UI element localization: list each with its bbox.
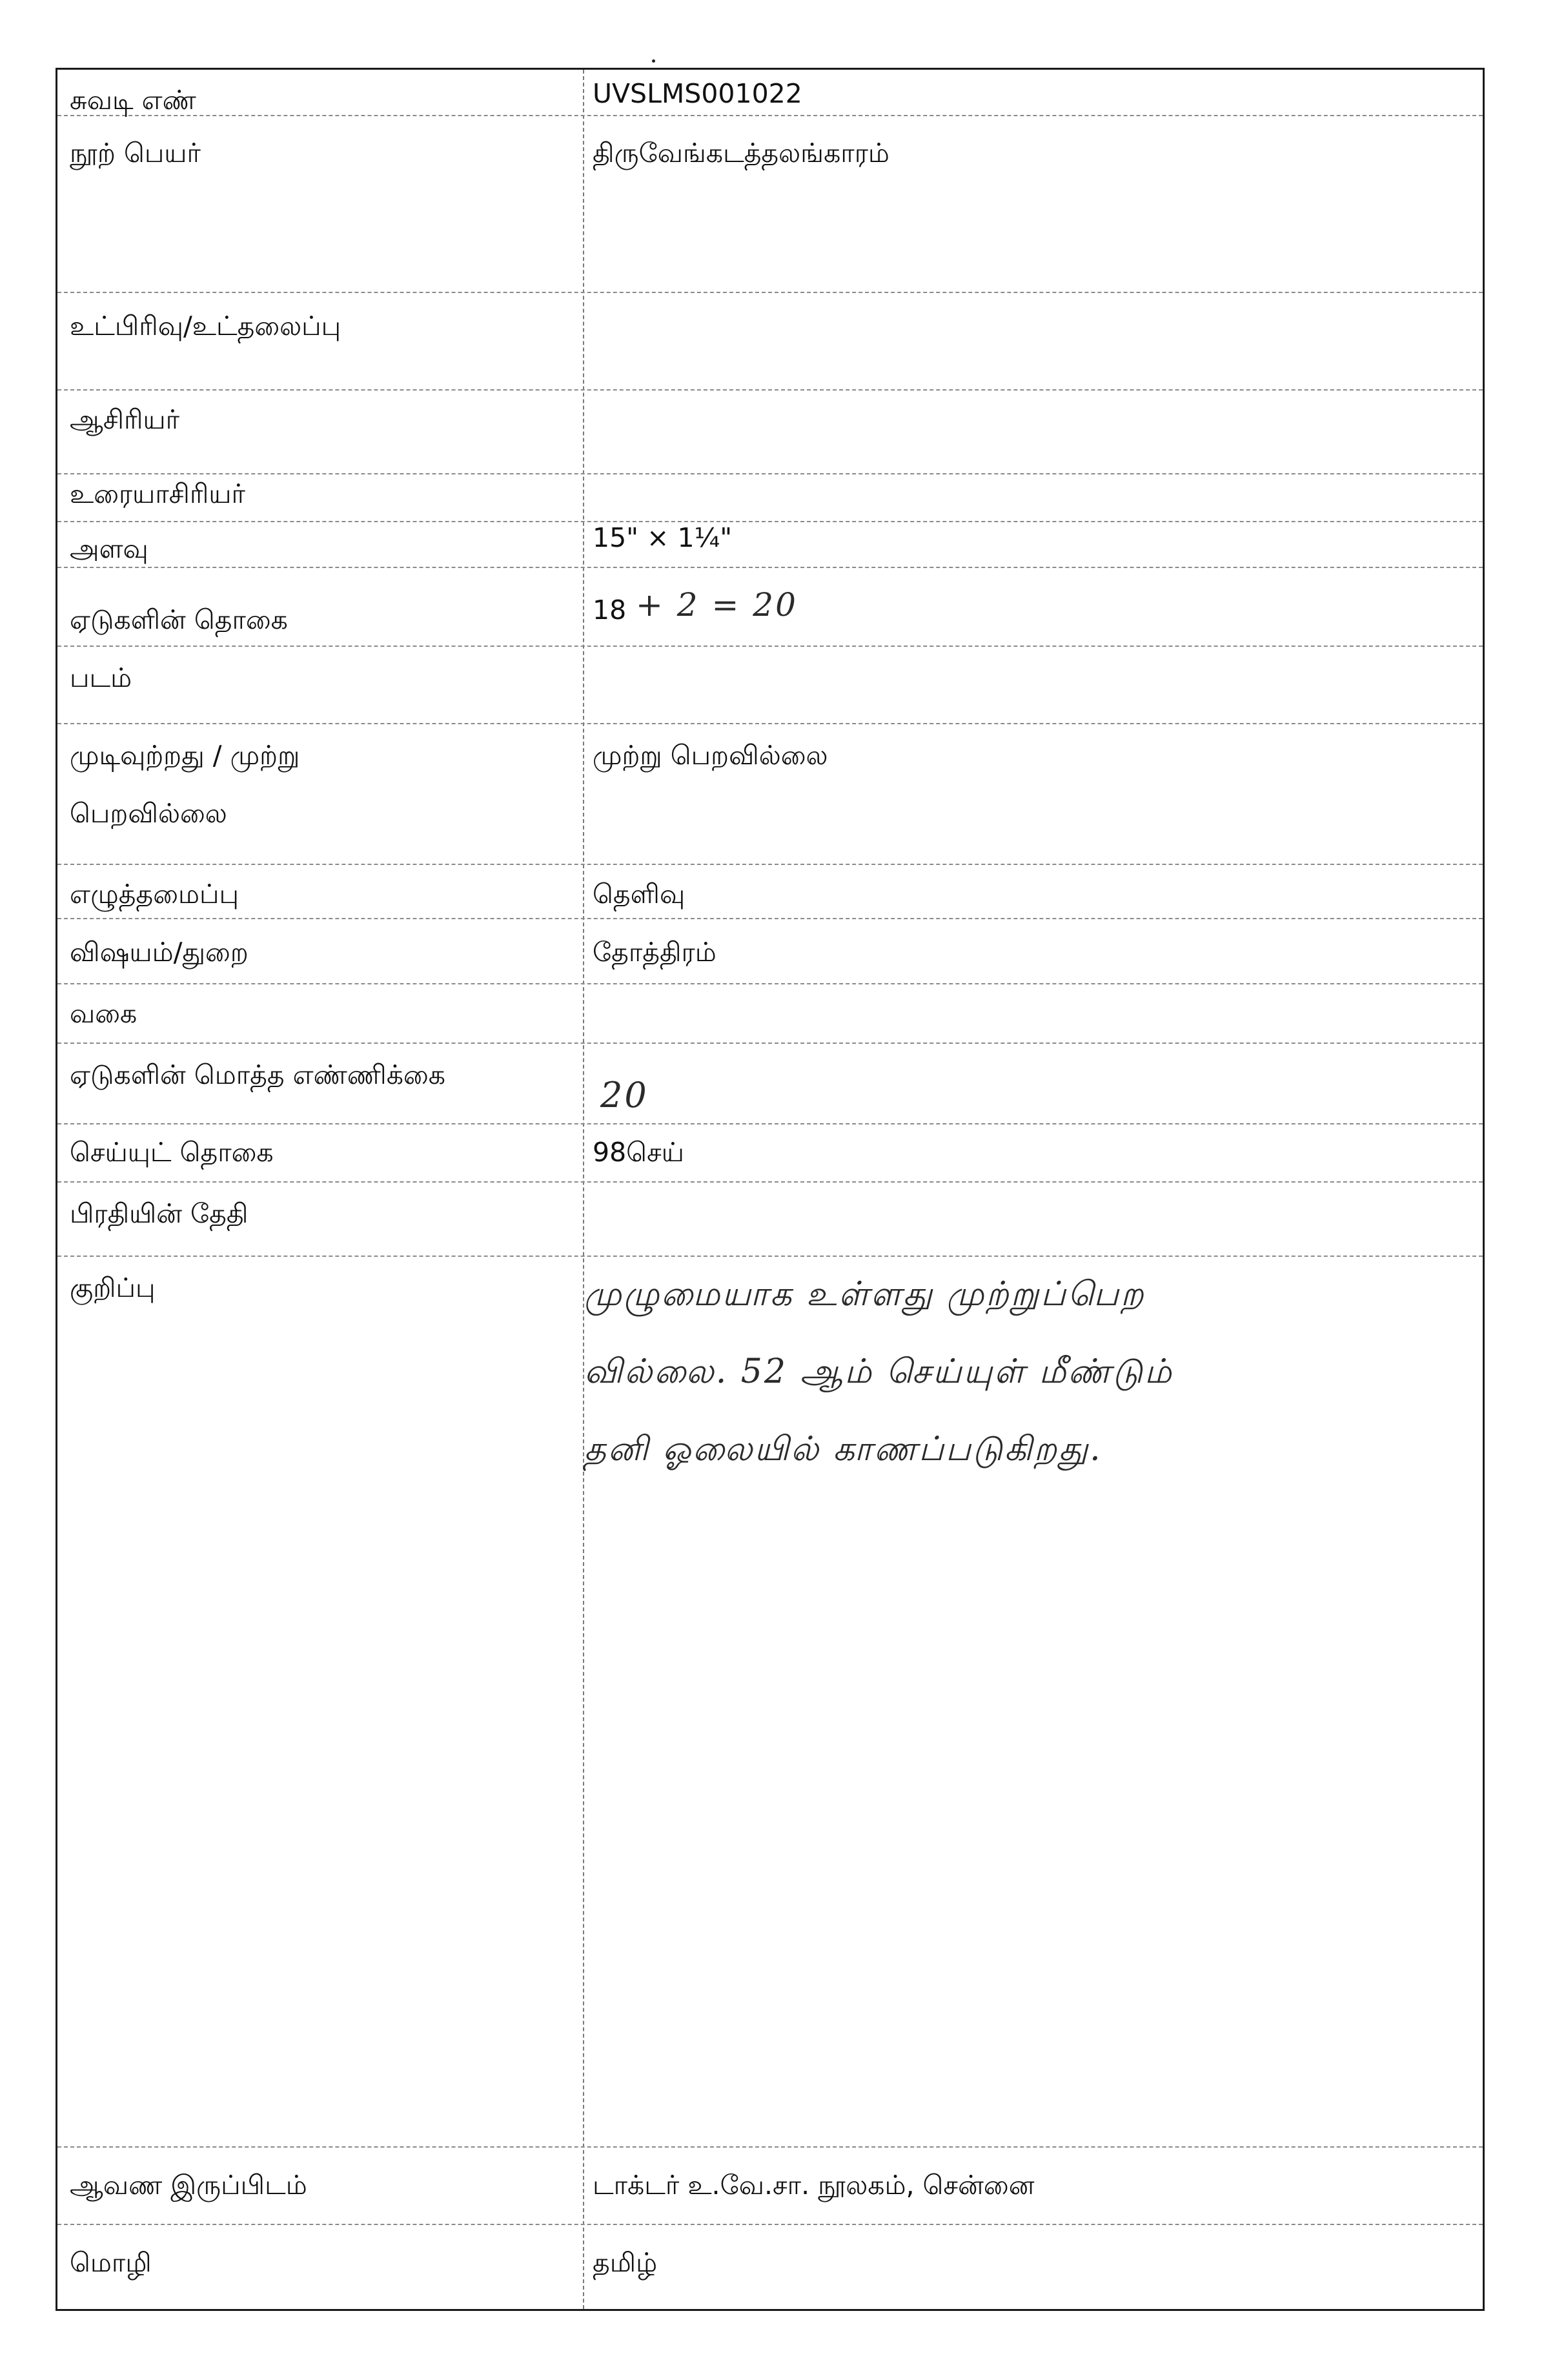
value-location: டாக்டர் உ.வே.சா. நூலகம், சென்னை (593, 2170, 1035, 2201)
value-script: தெளிவு (593, 879, 686, 910)
row-separator (57, 473, 1483, 474)
row-separator (57, 292, 1483, 293)
row-separator (57, 115, 1483, 116)
row-separator (57, 567, 1483, 568)
label-author: ஆசிரியர் (70, 404, 180, 435)
label-completion: முடிவுற்றது / முற்று (70, 740, 300, 771)
label-illustration: படம் (70, 662, 132, 693)
label-subject: விஷயம்/துறை (70, 937, 249, 968)
label-subdivision: உட்பிரிவு/உட்தலைப்பு (70, 310, 341, 341)
label-total-leaves: ஏடுகளின் மொத்த எண்ணிக்கை (70, 1059, 446, 1090)
row-separator (57, 521, 1483, 522)
speck-dot (652, 59, 655, 63)
value-completion: முற்று பெறவில்லை (593, 740, 828, 771)
row-separator (57, 1256, 1483, 1257)
value-size: 15" × 1¼" (593, 522, 733, 553)
value-language: தமிழ் (593, 2247, 658, 2278)
handwritten-leaf-addition: + 2 = 20 (636, 586, 798, 624)
handwritten-note-line-3: தனி ஓலையில் காணப்படுகிறது. (584, 1430, 1103, 1469)
row-separator (57, 2224, 1483, 2225)
label-title: நூற் பெயர் (70, 137, 201, 168)
label-notes: குறிப்பு (70, 1272, 156, 1303)
row-separator (57, 1181, 1483, 1183)
label-leaf-count: ஏடுகளின் தொகை (70, 604, 288, 635)
label-verse-count: செய்யுட் தொகை (70, 1137, 274, 1168)
row-separator (57, 1123, 1483, 1124)
label-language: மொழி (70, 2247, 152, 2278)
value-leaf-count: 18 (593, 595, 627, 626)
label-copy-date: பிரதியின் தேதி (70, 1198, 249, 1229)
label-completion-cont: பெறவில்லை (70, 798, 227, 829)
row-separator (57, 918, 1483, 919)
handwritten-note-line-2: வில்லை. 52 ஆம் செய்யுள் மீண்டும் (584, 1352, 1174, 1391)
handwritten-note-line-1: முழுமையாக உள்ளது முற்றுப்பெற (584, 1275, 1146, 1314)
row-separator (57, 389, 1483, 391)
row-separator (57, 2146, 1483, 2148)
label-location: ஆவண இருப்பிடம் (70, 2170, 307, 2201)
value-verse-count: 98செய் (593, 1137, 684, 1168)
row-separator (57, 723, 1483, 724)
row-separator (57, 1043, 1483, 1044)
handwritten-total-leaves: 20 (600, 1075, 649, 1115)
column-divider (583, 70, 584, 2309)
value-title: திருவேங்கடத்தலங்காரம் (593, 137, 889, 168)
label-manuscript-number: சுவடி எண் (70, 85, 196, 116)
catalog-card (56, 68, 1485, 2311)
row-separator (57, 983, 1483, 984)
label-size: அளவு (70, 533, 148, 564)
label-type: வகை (70, 998, 137, 1029)
label-script: எழுத்தமைப்பு (70, 879, 239, 910)
value-subject: தோத்திரம் (593, 937, 717, 968)
row-separator (57, 646, 1483, 647)
value-manuscript-number: UVSLMS001022 (593, 78, 802, 109)
row-separator (57, 864, 1483, 865)
label-commentator: உரையாசிரியர் (70, 478, 245, 509)
